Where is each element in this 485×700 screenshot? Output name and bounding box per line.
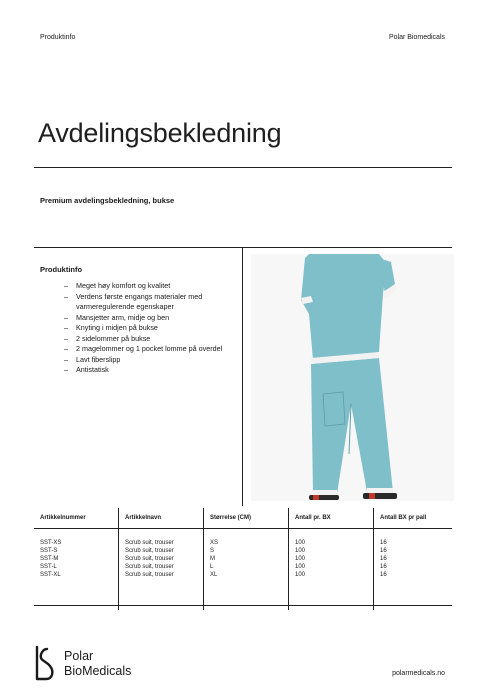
qty-per-box-cell: 100 — [289, 571, 374, 579]
article-name-cell: Scrub suit, trouser — [119, 547, 204, 555]
feature-item: – 2 sidelommer på bukse — [64, 334, 240, 345]
column-header: Artikkelnummer — [34, 508, 119, 529]
article-name-cell: Scrub suit, trouser — [119, 571, 204, 579]
column-divider — [242, 248, 243, 506]
feature-list — [64, 281, 240, 376]
article-number-cell: SST-S — [40, 548, 58, 554]
article-number-cell: SST-XL — [40, 572, 61, 578]
size-cell: XS — [204, 539, 289, 547]
qty-per-box-cell: 100 — [289, 563, 374, 571]
page-title: Avdelingsbekledning — [38, 118, 282, 148]
produktinfo-heading: Produktinfo — [40, 265, 83, 274]
boxes-per-pallet-cell: 16 — [374, 555, 453, 563]
table-row — [34, 571, 452, 579]
section-divider — [34, 247, 452, 248]
article-number-cell: SST-M — [40, 556, 59, 562]
size-cell: M — [204, 555, 289, 563]
website-link[interactable]: polarmedicals.no — [392, 670, 445, 677]
feature-item: – Knyting i midjen på bukse — [64, 323, 240, 334]
table-row — [34, 555, 452, 563]
feature-item: – Meget høy komfort og kvalitet — [64, 281, 240, 292]
table-bottom-rule — [34, 605, 452, 606]
column-header: Antall BX pr pall — [374, 508, 453, 529]
brand-wordmark — [64, 649, 131, 678]
feature-item: – Lavt fiberslipp — [64, 355, 240, 366]
brand-line-2: BioMedicals — [64, 663, 132, 678]
article-table — [34, 508, 452, 610]
qty-per-box-cell: 100 — [289, 555, 374, 563]
title-divider — [34, 167, 452, 168]
boxes-per-pallet-cell: 16 — [374, 539, 453, 547]
table-row — [34, 563, 452, 571]
header-left-label: Produktinfo — [40, 34, 76, 41]
table-row — [34, 539, 452, 547]
brand-line-1: Polar — [64, 649, 94, 663]
polar-biomedicals-logo-icon — [34, 645, 56, 681]
feature-item: – Mansjetter arm, midje og ben — [64, 313, 240, 324]
feature-item: – 2 magelommer og 1 pocket lomme på overdel — [64, 344, 240, 355]
feature-item: – Antistatisk — [64, 365, 240, 376]
article-name-cell: Scrub suit, trouser — [119, 563, 204, 571]
header-brand-label: Polar Biomedicals — [388, 34, 445, 41]
boxes-per-pallet-cell: 16 — [374, 563, 453, 571]
boxes-per-pallet-cell: 16 — [374, 547, 453, 555]
qty-per-box-cell: 100 — [289, 547, 374, 555]
article-name-cell: Scrub suit, trouser — [119, 555, 204, 563]
qty-per-box-cell: 100 — [289, 539, 374, 547]
product-photo — [251, 254, 454, 501]
article-number-cell: SST-L — [40, 564, 57, 570]
column-header: Størrelse (CM) — [204, 508, 289, 529]
boxes-per-pallet-cell: 16 — [374, 571, 453, 579]
table-header-row — [34, 508, 452, 529]
article-name-cell: Scrub suit, trouser — [119, 539, 204, 547]
article-number-cell: SST-XS — [40, 540, 62, 546]
column-header: Antall pr. BX — [289, 508, 374, 529]
feature-item: – Verdens første engangs materialer med varmeregulerende egenskaper — [64, 292, 240, 313]
size-cell: S — [204, 547, 289, 555]
column-header: Artikkelnavn — [119, 508, 204, 529]
product-subtitle: Premium avdelingsbekledning, bukse — [40, 196, 175, 205]
table-row — [34, 547, 452, 555]
size-cell: L — [204, 563, 289, 571]
size-cell: XL — [204, 571, 289, 579]
